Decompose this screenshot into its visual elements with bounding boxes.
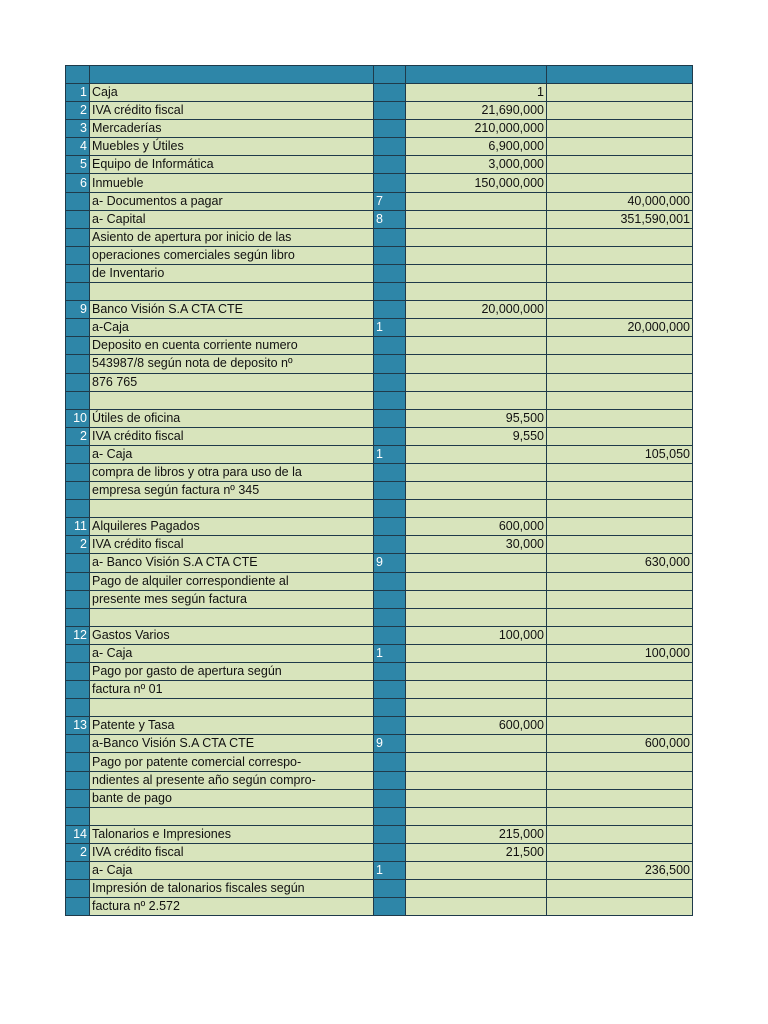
debit-cell: 21,690,000: [406, 102, 547, 120]
credit-cell: [547, 572, 693, 590]
reference-cell: [374, 463, 406, 481]
reference-cell: 9: [374, 735, 406, 753]
journal-row: [66, 626, 693, 644]
account-number-cell: [66, 500, 90, 518]
credit-cell: [547, 355, 693, 373]
journal-row: [66, 880, 693, 898]
journal-row: [66, 264, 693, 282]
account-number-cell: [66, 699, 90, 717]
description-cell: a- Capital: [90, 210, 374, 228]
debit-cell: [406, 210, 547, 228]
journal-row: [66, 319, 693, 337]
debit-cell: [406, 283, 547, 301]
reference-cell: 9: [374, 554, 406, 572]
credit-cell: [547, 463, 693, 481]
account-number-cell: 2: [66, 843, 90, 861]
debit-cell: [406, 590, 547, 608]
reference-cell: [374, 102, 406, 120]
debit-cell: [406, 373, 547, 391]
description-cell: compra de libros y otra para uso de la: [90, 463, 374, 481]
journal-row: [66, 554, 693, 572]
reference-cell: [374, 608, 406, 626]
credit-cell: [547, 391, 693, 409]
journal-row: [66, 210, 693, 228]
credit-cell: [547, 228, 693, 246]
account-number-cell: [66, 337, 90, 355]
journal-row: [66, 572, 693, 590]
credit-cell: [547, 102, 693, 120]
debit-cell: [406, 807, 547, 825]
journal-row: [66, 771, 693, 789]
credit-cell: [547, 843, 693, 861]
account-number-cell: [66, 373, 90, 391]
account-number-cell: 10: [66, 409, 90, 427]
credit-cell: [547, 771, 693, 789]
reference-cell: [374, 753, 406, 771]
account-number-cell: [66, 898, 90, 916]
description-cell: a-Caja: [90, 319, 374, 337]
credit-cell: 100,000: [547, 644, 693, 662]
journal-row: [66, 373, 693, 391]
journal-row: [66, 482, 693, 500]
debit-cell: [406, 264, 547, 282]
description-cell: Inmueble: [90, 174, 374, 192]
journal-row: [66, 174, 693, 192]
credit-cell: [547, 825, 693, 843]
credit-cell: [547, 373, 693, 391]
credit-cell: [547, 536, 693, 554]
journal-row: [66, 120, 693, 138]
debit-cell: [406, 862, 547, 880]
reference-cell: [374, 409, 406, 427]
description-cell: Deposito en cuenta corriente numero: [90, 337, 374, 355]
account-number-cell: [66, 590, 90, 608]
credit-cell: [547, 427, 693, 445]
description-cell: factura nº 01: [90, 681, 374, 699]
account-number-cell: 2: [66, 102, 90, 120]
debit-cell: 3,000,000: [406, 156, 547, 174]
reference-cell: [374, 590, 406, 608]
debit-cell: 1: [406, 84, 547, 102]
debit-cell: 30,000: [406, 536, 547, 554]
credit-cell: [547, 500, 693, 518]
credit-cell: [547, 898, 693, 916]
account-number-cell: 14: [66, 825, 90, 843]
journal-row: [66, 590, 693, 608]
reference-cell: [374, 717, 406, 735]
debit-cell: [406, 246, 547, 264]
description-cell: a- Caja: [90, 644, 374, 662]
description-cell: Caja: [90, 84, 374, 102]
credit-cell: 351,590,001: [547, 210, 693, 228]
reference-cell: [374, 355, 406, 373]
description-cell: Pago por patente comercial correspo-: [90, 753, 374, 771]
reference-cell: [374, 518, 406, 536]
debit-cell: [406, 355, 547, 373]
debit-cell: [406, 880, 547, 898]
credit-cell: [547, 663, 693, 681]
debit-cell: [406, 735, 547, 753]
account-number-cell: [66, 246, 90, 264]
account-number-cell: 1: [66, 84, 90, 102]
reference-cell: [374, 771, 406, 789]
journal-row: [66, 789, 693, 807]
debit-cell: [406, 608, 547, 626]
description-cell: 543987/8 según nota de deposito nº: [90, 355, 374, 373]
header-row: [66, 66, 693, 84]
debit-cell: [406, 554, 547, 572]
journal-row: [66, 445, 693, 463]
debit-cell: 6,900,000: [406, 138, 547, 156]
reference-cell: [374, 391, 406, 409]
reference-cell: [374, 880, 406, 898]
credit-cell: [547, 84, 693, 102]
description-cell: Impresión de talonarios fiscales según: [90, 880, 374, 898]
account-number-cell: [66, 807, 90, 825]
credit-cell: [547, 807, 693, 825]
description-cell: [90, 807, 374, 825]
description-cell: Útiles de oficina: [90, 409, 374, 427]
description-cell: ndientes al presente año según compro-: [90, 771, 374, 789]
debit-cell: [406, 572, 547, 590]
credit-cell: [547, 246, 693, 264]
account-number-cell: 6: [66, 174, 90, 192]
credit-cell: [547, 138, 693, 156]
description-cell: [90, 283, 374, 301]
journal-row: [66, 84, 693, 102]
journal-row: [66, 246, 693, 264]
journal-row: [66, 536, 693, 554]
reference-cell: [374, 174, 406, 192]
credit-cell: 105,050: [547, 445, 693, 463]
account-number-cell: 2: [66, 536, 90, 554]
reference-cell: 1: [374, 862, 406, 880]
account-number-cell: [66, 192, 90, 210]
account-number-cell: [66, 735, 90, 753]
debit-cell: 600,000: [406, 518, 547, 536]
credit-cell: [547, 174, 693, 192]
reference-cell: [374, 427, 406, 445]
reference-cell: [374, 626, 406, 644]
journal-row: [66, 843, 693, 861]
account-number-cell: [66, 608, 90, 626]
account-number-cell: 3: [66, 120, 90, 138]
reference-cell: [374, 120, 406, 138]
journal-row: [66, 283, 693, 301]
account-number-cell: [66, 771, 90, 789]
credit-cell: [547, 608, 693, 626]
credit-cell: [547, 753, 693, 771]
debit-cell: 215,000: [406, 825, 547, 843]
description-cell: Gastos Varios: [90, 626, 374, 644]
journal-row: [66, 681, 693, 699]
account-number-cell: [66, 391, 90, 409]
debit-cell: [406, 898, 547, 916]
reference-cell: [374, 482, 406, 500]
description-cell: [90, 500, 374, 518]
reference-cell: [374, 301, 406, 319]
account-number-cell: 12: [66, 626, 90, 644]
description-cell: Pago de alquiler correspondiente al: [90, 572, 374, 590]
reference-cell: [374, 572, 406, 590]
credit-cell: 40,000,000: [547, 192, 693, 210]
credit-cell: [547, 264, 693, 282]
reference-cell: 7: [374, 192, 406, 210]
reference-cell: [374, 500, 406, 518]
debit-cell: [406, 663, 547, 681]
journal-row: [66, 409, 693, 427]
description-cell: a- Banco Visión S.A CTA CTE: [90, 554, 374, 572]
journal-row: [66, 192, 693, 210]
reference-cell: [374, 337, 406, 355]
credit-cell: [547, 156, 693, 174]
header-ref-cell: [374, 66, 406, 84]
journal-row: [66, 608, 693, 626]
header-haber-cell: [547, 66, 693, 84]
debit-cell: [406, 391, 547, 409]
reference-cell: [374, 84, 406, 102]
account-number-cell: [66, 264, 90, 282]
description-cell: Asiento de apertura por inicio de las: [90, 228, 374, 246]
description-cell: empresa según factura nº 345: [90, 482, 374, 500]
reference-cell: [374, 283, 406, 301]
description-cell: presente mes según factura: [90, 590, 374, 608]
debit-cell: 100,000: [406, 626, 547, 644]
description-cell: Equipo de Informática: [90, 156, 374, 174]
debit-cell: [406, 445, 547, 463]
account-number-cell: 9: [66, 301, 90, 319]
journal-row: [66, 898, 693, 916]
journal-row: [66, 644, 693, 662]
account-number-cell: [66, 463, 90, 481]
account-number-cell: [66, 663, 90, 681]
debit-cell: 21,500: [406, 843, 547, 861]
account-number-cell: [66, 862, 90, 880]
journal-row: [66, 717, 693, 735]
credit-cell: 20,000,000: [547, 319, 693, 337]
debit-cell: 20,000,000: [406, 301, 547, 319]
reference-cell: [374, 789, 406, 807]
reference-cell: [374, 898, 406, 916]
credit-cell: [547, 590, 693, 608]
reference-cell: [374, 373, 406, 391]
account-number-cell: [66, 210, 90, 228]
debit-cell: [406, 228, 547, 246]
description-cell: Patente y Tasa: [90, 717, 374, 735]
credit-cell: [547, 301, 693, 319]
journal-row: [66, 463, 693, 481]
reference-cell: [374, 681, 406, 699]
debit-cell: [406, 337, 547, 355]
journal-row: [66, 699, 693, 717]
account-number-cell: [66, 482, 90, 500]
credit-cell: [547, 283, 693, 301]
description-cell: Banco Visión S.A CTA CTE: [90, 301, 374, 319]
journal-row: [66, 301, 693, 319]
description-cell: bante de pago: [90, 789, 374, 807]
reference-cell: 1: [374, 644, 406, 662]
credit-cell: [547, 409, 693, 427]
journal-row: [66, 500, 693, 518]
debit-cell: [406, 699, 547, 717]
description-cell: [90, 699, 374, 717]
reference-cell: [374, 807, 406, 825]
credit-cell: [547, 699, 693, 717]
debit-cell: 95,500: [406, 409, 547, 427]
reference-cell: 1: [374, 445, 406, 463]
credit-cell: [547, 518, 693, 536]
account-number-cell: [66, 753, 90, 771]
description-cell: [90, 608, 374, 626]
debit-cell: [406, 789, 547, 807]
description-cell: Pago por gasto de apertura según: [90, 663, 374, 681]
credit-cell: 600,000: [547, 735, 693, 753]
credit-cell: 630,000: [547, 554, 693, 572]
journal-row: [66, 156, 693, 174]
header-debe-cell: [406, 66, 547, 84]
debit-cell: [406, 771, 547, 789]
description-cell: 876 765: [90, 373, 374, 391]
journal-row: [66, 753, 693, 771]
account-number-cell: 13: [66, 717, 90, 735]
account-number-cell: [66, 355, 90, 373]
debit-cell: 150,000,000: [406, 174, 547, 192]
reference-cell: [374, 228, 406, 246]
description-cell: a- Caja: [90, 862, 374, 880]
description-cell: IVA crédito fiscal: [90, 843, 374, 861]
journal-row: [66, 355, 693, 373]
account-number-cell: [66, 228, 90, 246]
debit-cell: 9,550: [406, 427, 547, 445]
description-cell: Alquileres Pagados: [90, 518, 374, 536]
credit-cell: [547, 482, 693, 500]
credit-cell: [547, 337, 693, 355]
reference-cell: [374, 536, 406, 554]
account-number-cell: [66, 572, 90, 590]
debit-cell: [406, 192, 547, 210]
account-number-cell: 5: [66, 156, 90, 174]
reference-cell: [374, 663, 406, 681]
account-number-cell: 2: [66, 427, 90, 445]
reference-cell: [374, 699, 406, 717]
account-number-cell: 4: [66, 138, 90, 156]
header-num-cell: [66, 66, 90, 84]
account-number-cell: [66, 283, 90, 301]
account-number-cell: [66, 789, 90, 807]
journal-body: [66, 66, 693, 916]
description-cell: a- Caja: [90, 445, 374, 463]
journal-row: [66, 337, 693, 355]
account-number-cell: 11: [66, 518, 90, 536]
reference-cell: [374, 843, 406, 861]
debit-cell: [406, 753, 547, 771]
reference-cell: [374, 825, 406, 843]
credit-cell: 236,500: [547, 862, 693, 880]
account-number-cell: [66, 319, 90, 337]
credit-cell: [547, 717, 693, 735]
journal-row: [66, 102, 693, 120]
journal-row: [66, 518, 693, 536]
journal-row: [66, 735, 693, 753]
journal-row: [66, 862, 693, 880]
journal-table: [65, 65, 693, 916]
journal-row: [66, 663, 693, 681]
debit-cell: [406, 681, 547, 699]
journal-row: [66, 391, 693, 409]
journal-row: [66, 825, 693, 843]
credit-cell: [547, 789, 693, 807]
reference-cell: 8: [374, 210, 406, 228]
header-desc-cell: [90, 66, 374, 84]
description-cell: IVA crédito fiscal: [90, 427, 374, 445]
description-cell: operaciones comerciales según libro: [90, 246, 374, 264]
description-cell: Muebles y Útiles: [90, 138, 374, 156]
debit-cell: [406, 319, 547, 337]
debit-cell: 210,000,000: [406, 120, 547, 138]
account-number-cell: [66, 445, 90, 463]
credit-cell: [547, 681, 693, 699]
description-cell: de Inventario: [90, 264, 374, 282]
debit-cell: [406, 463, 547, 481]
debit-cell: [406, 482, 547, 500]
journal-row: [66, 807, 693, 825]
credit-cell: [547, 626, 693, 644]
description-cell: [90, 391, 374, 409]
journal-row: [66, 138, 693, 156]
account-number-cell: [66, 681, 90, 699]
journal-row: [66, 427, 693, 445]
reference-cell: 1: [374, 319, 406, 337]
description-cell: a-Banco Visión S.A CTA CTE: [90, 735, 374, 753]
journal-row: [66, 228, 693, 246]
description-cell: a- Documentos a pagar: [90, 192, 374, 210]
debit-cell: 600,000: [406, 717, 547, 735]
reference-cell: [374, 246, 406, 264]
debit-cell: [406, 644, 547, 662]
debit-cell: [406, 500, 547, 518]
credit-cell: [547, 880, 693, 898]
account-number-cell: [66, 644, 90, 662]
reference-cell: [374, 264, 406, 282]
description-cell: Mercaderías: [90, 120, 374, 138]
account-number-cell: [66, 880, 90, 898]
description-cell: Talonarios e Impresiones: [90, 825, 374, 843]
reference-cell: [374, 138, 406, 156]
credit-cell: [547, 120, 693, 138]
reference-cell: [374, 156, 406, 174]
description-cell: IVA crédito fiscal: [90, 102, 374, 120]
description-cell: IVA crédito fiscal: [90, 536, 374, 554]
description-cell: factura nº 2.572: [90, 898, 374, 916]
account-number-cell: [66, 554, 90, 572]
